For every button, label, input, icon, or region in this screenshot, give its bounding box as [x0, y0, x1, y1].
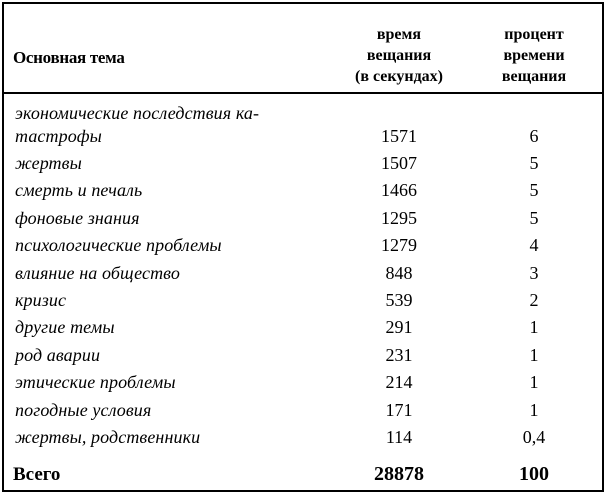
table-row — [4, 262, 602, 289]
row-percent: 5 — [529, 207, 539, 228]
total-row — [4, 462, 602, 492]
row-topic — [15, 371, 335, 394]
total-percent: 100 — [519, 463, 549, 485]
row-topic-line: фоновые знания — [15, 207, 140, 228]
table-row — [4, 344, 602, 371]
table-row — [4, 234, 602, 261]
header-time-line: (в секундах) — [355, 68, 443, 85]
table-row — [4, 399, 602, 426]
row-topic-line: тастрофы — [15, 126, 102, 146]
row-time: 114 — [385, 426, 413, 447]
row-time: 539 — [385, 289, 413, 310]
row-percent: 6 — [529, 126, 539, 146]
row-time: 1279 — [381, 235, 417, 256]
row-topic — [15, 152, 335, 175]
row-topic — [15, 289, 335, 312]
row-time: 214 — [385, 372, 413, 393]
table-body — [4, 102, 602, 453]
table-row — [4, 102, 602, 152]
row-topic-line: жертвы, родственники — [15, 426, 201, 447]
row-topic-line: этические проблемы — [15, 372, 176, 393]
header-percent — [478, 24, 590, 87]
row-time: 171 — [385, 399, 413, 420]
row-time: 1466 — [381, 180, 417, 201]
row-percent: 4 — [529, 235, 539, 256]
row-topic — [15, 102, 335, 148]
table-row — [4, 152, 602, 179]
row-percent: 1 — [529, 399, 539, 420]
row-topic-line: другие темы — [15, 317, 115, 338]
row-topic — [15, 316, 335, 339]
table-row — [4, 371, 602, 398]
header-time-line: вещания — [366, 47, 432, 64]
row-time: 291 — [385, 317, 413, 338]
row-topic-line: жертвы — [15, 153, 82, 173]
table-row — [4, 289, 602, 316]
table-header — [4, 4, 602, 94]
row-topic-line: кризис — [15, 289, 67, 310]
row-percent: 3 — [529, 262, 539, 283]
row-percent: 1 — [529, 317, 539, 338]
header-percent-line: процент — [504, 26, 564, 43]
table-row — [4, 179, 602, 206]
total-label: Всего — [13, 464, 61, 485]
row-topic-line: род аварии — [15, 344, 101, 365]
row-topic-line: погодные условия — [15, 399, 152, 420]
row-percent: 1 — [529, 372, 539, 393]
row-topic — [15, 234, 335, 257]
row-topic-line: психологические проблемы — [15, 235, 222, 256]
header-topic: Основная тема — [13, 48, 125, 67]
total-time: 28878 — [374, 463, 424, 485]
header-time-line: время — [376, 26, 422, 43]
row-percent: 5 — [529, 180, 539, 201]
row-topic-line: смерть и печаль — [15, 180, 143, 201]
row-percent: 2 — [529, 289, 539, 310]
row-percent: 5 — [529, 153, 539, 173]
header-percent-line: вещания — [501, 68, 567, 85]
header-time — [331, 24, 467, 87]
row-percent: 1 — [529, 344, 539, 365]
header-percent-line: времени — [503, 47, 565, 64]
row-topic — [15, 179, 335, 202]
row-time: 1571 — [381, 126, 417, 146]
row-time: 1295 — [381, 207, 417, 228]
row-topic — [15, 426, 335, 449]
broadcast-topics-table — [2, 2, 604, 492]
row-time: 1507 — [381, 153, 417, 173]
table-row — [4, 207, 602, 234]
row-time: 848 — [385, 262, 413, 283]
row-percent: 0,4 — [522, 426, 546, 447]
row-topic — [15, 344, 335, 367]
row-topic — [15, 207, 335, 230]
row-topic — [15, 262, 335, 285]
table-row — [4, 316, 602, 343]
row-topic-line: влияние на общество — [15, 262, 180, 283]
row-time: 231 — [385, 344, 413, 365]
row-topic-line: экономические последствия ка- — [15, 103, 260, 123]
table-row — [4, 426, 602, 453]
row-topic — [15, 399, 335, 422]
